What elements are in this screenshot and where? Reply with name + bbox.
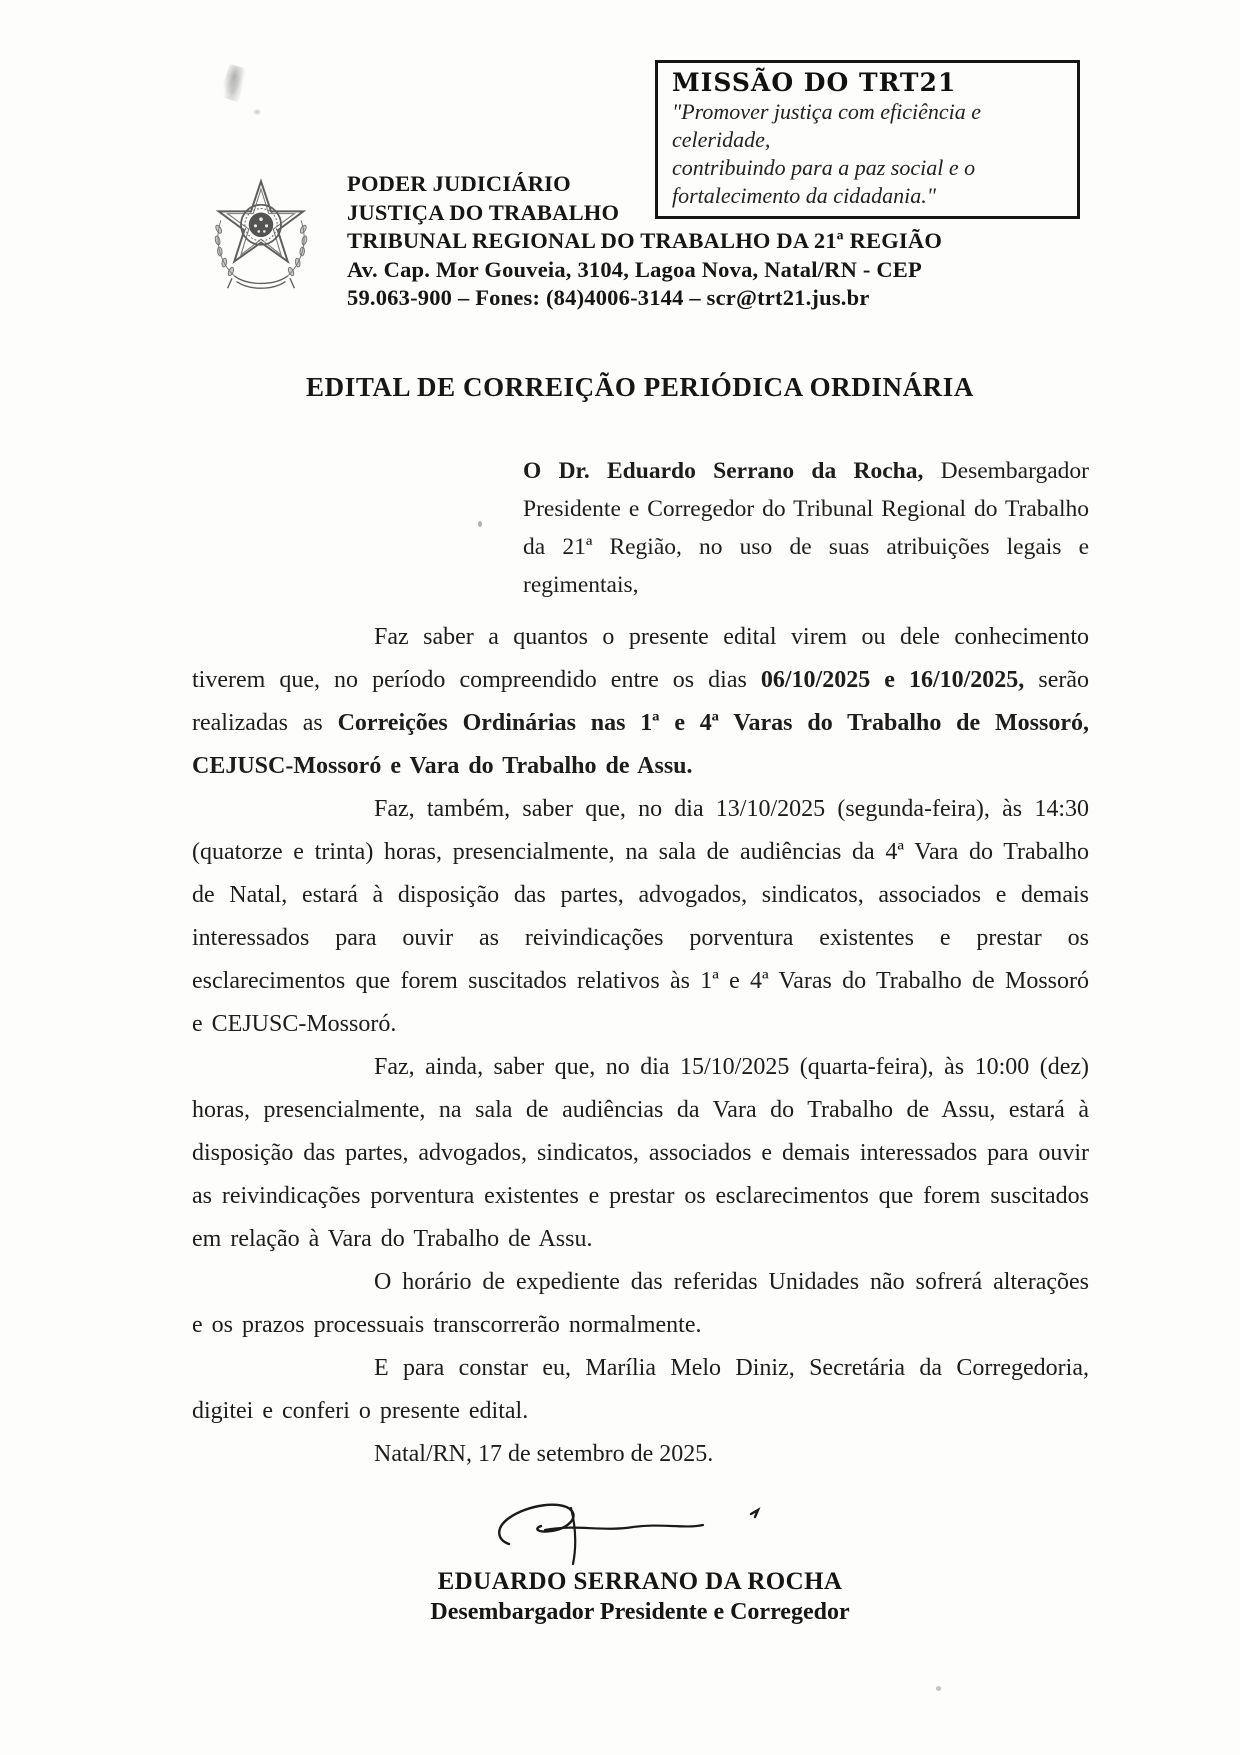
- org-line-tribunal: TRIBUNAL REGIONAL DO TRABALHO DA 21ª REGIÃO: [347, 228, 943, 253]
- bold-text-run: Correições Ordinárias nas 1ª e 4ª Varas do Trabalho de Mossoró, CEJUSC-Mossoró e Vara do Trabalho de Assu.: [192, 710, 1089, 779]
- paragraph: [192, 788, 1089, 1046]
- scan-smudge: [219, 64, 249, 103]
- handwritten-signature-icon: [475, 1496, 805, 1568]
- mission-quote-line: contribuindo para a paz social e o: [672, 155, 976, 180]
- bold-text-run: O Dr. Eduardo Serrano da Rocha,: [523, 458, 924, 484]
- text-run: Faz saber a quantos o presente edital virem ou dele conhecimento tiverem que, no período compreendido entre os dias: [192, 624, 1089, 693]
- intro-paragraph: [523, 452, 1089, 604]
- paragraph: [192, 1046, 1089, 1261]
- org-header: [347, 170, 1027, 313]
- org-line-address: Av. Cap. Mor Gouveia, 3104, Lagoa Nova, Natal/RN - CEP: [347, 256, 922, 282]
- date-line: Natal/RN, 17 de setembro de 2025.: [374, 1441, 714, 1467]
- scan-speck: [936, 1686, 941, 1691]
- text-run: Desembargador Presidente e Corregedor do Tribunal Regional do Trabalho da 21ª Região, no uso de suas atribuições legais e regimentais,: [523, 458, 1090, 598]
- org-line-justica-trabalho: JUSTIÇA DO TRABALHO: [347, 199, 620, 225]
- mission-title: MISSÃO DO TRT21: [672, 68, 957, 97]
- text-run: E para constar eu, Marília Melo Diniz, Secretária da Corregedoria, digitei e conferi o presente edital.: [192, 1355, 1089, 1424]
- text-run: Faz, ainda, saber que, no dia 15/10/2025 (quarta-feira), às 10:00 (dez) horas, presencialmente, na sala de audiências da Vara do Trabalho de Assu, estará à disposição das partes, advogados, sindicatos, associados e demais interessados para ouvir as reivindicações porventura existentes e prestar os esclarecimentos que forem suscitados em relação à Vara do Trabalho de Assu.: [192, 1054, 1089, 1252]
- bold-text-run: 06/10/2025 e 16/10/2025,: [760, 667, 1025, 693]
- scan-smudge: [252, 108, 262, 116]
- scan-speck: [478, 521, 482, 527]
- document-title: EDITAL DE CORREIÇÃO PERIÓDICA ORDINÁRIA: [306, 372, 974, 402]
- paragraph: [192, 1347, 1089, 1433]
- text-run: O horário de expediente das referidas Unidades não sofrerá alterações e os prazos processuais transcorrerão normalmente.: [192, 1269, 1089, 1338]
- org-line-contact: 59.063-900 – Fones: (84)4006-3144 – scr@trt21.jus.br: [347, 285, 870, 310]
- signatory-role: Desembargador Presidente e Corregedor: [430, 1599, 850, 1625]
- org-line-poder-judiciario: PODER JUDICIÁRIO: [347, 171, 571, 196]
- text-run: Faz, também, saber que, no dia 13/10/2025 (segunda-feira), às 14:30 (quatorze e trinta) horas, presencialmente, na sala de audiências da 4ª Vara do Trabalho de Natal, estará à disposição das partes, advogados, sindicatos, associados e demais interessados para ouvir as reivindicações porventura existentes e prestar os esclarecimentos que forem suscitados relativos às 1ª e 4ª Varas do Trabalho de Mossoró e CEJUSC-Mossoró.: [192, 796, 1089, 1037]
- signature-block: [385, 1496, 895, 1626]
- coat-of-arms-icon: [205, 178, 317, 296]
- signatory-name: EDUARDO SERRANO DA ROCHA: [437, 1568, 843, 1595]
- text-run: serão realizadas as: [192, 667, 1089, 736]
- paragraph: [192, 1261, 1089, 1347]
- document-body: [192, 616, 1089, 1476]
- mission-quote-line: "Promover justiça com eficiência e celeridade,: [672, 99, 981, 152]
- mission-quote-line: fortalecimento da cidadania.": [672, 183, 937, 208]
- paragraph: [192, 616, 1089, 788]
